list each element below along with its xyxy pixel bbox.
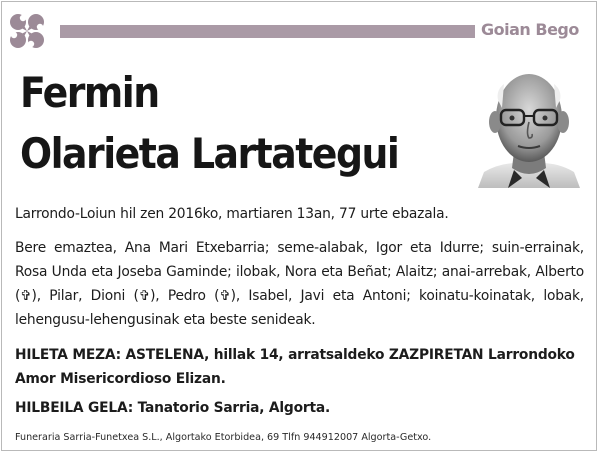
- lauburu-icon: [4, 8, 50, 54]
- death-notice-paragraph: Larrondo-Loiun hil zen 2016ko, martiaren 13an, 77 urte ebazala.: [15, 206, 449, 222]
- portrait-photo: [474, 60, 584, 188]
- funeral-home-footer: Funeraria Sarria-Funetxea S.L., Algortako Etorbidea, 69 Tlfn 944912007 Algorta-Getxo.: [15, 432, 432, 443]
- wake-room-paragraph: HILBEILA GELA: Tanatorio Sarria, Algorta.: [15, 400, 331, 416]
- deceased-first-name: Fermin: [20, 68, 159, 117]
- deceased-last-name: Olarieta Lartategui: [20, 129, 399, 178]
- funeral-mass-paragraph: HILETA MEZA: ASTELENA, hillak 14, arratsaldeko ZAZPIRETAN Larrondoko Amor Misericordioso Elizan.: [15, 347, 575, 387]
- family-paragraph: Bere emaztea, Ana Mari Etxebarria; seme-alabak, Igor eta Idurre; suin-errainak, Rosa Unda eta Joseba Gaminde; ilobak, Nora eta Beñat; Alaitz; anai-arrebak, Alberto (✞), Pilar, Dioni (✞), Pedro (✞), Isabel, Javi eta Antoni; koinatu-koinatak, lobak, lehengusu-lehengusinak eta beste senideak.: [15, 240, 584, 328]
- brand-title: Goian Bego: [481, 20, 579, 39]
- header-bar: [60, 25, 475, 38]
